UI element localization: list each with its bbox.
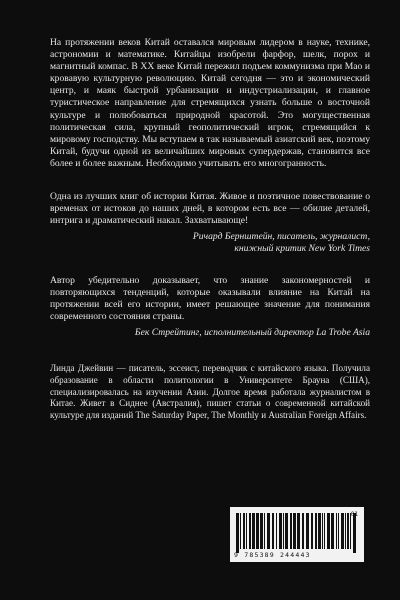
- barcode-bar-5: [252, 513, 255, 549]
- barcode-bar-14: [285, 513, 288, 549]
- review-attribution-1: [50, 231, 370, 255]
- barcode-bar-28: [338, 513, 339, 549]
- barcode-bar-1: [240, 513, 241, 549]
- barcode-bar-9: [267, 513, 270, 549]
- barcode-bar-3: [246, 513, 247, 549]
- barcode-bar-13: [283, 513, 284, 549]
- barcode-bar-26: [331, 513, 334, 549]
- barcode-bar-22: [318, 513, 321, 549]
- barcode-bar-27: [336, 513, 337, 549]
- barcode-bar-2: [243, 513, 245, 549]
- barcode-bar-16: [293, 513, 296, 549]
- barcode-bar-0: [236, 513, 239, 553]
- barcode-bar-12: [279, 513, 282, 549]
- back-cover-text: [50, 37, 370, 422]
- barcode-bar-15: [290, 513, 292, 549]
- barcode-bar-8: [264, 513, 265, 549]
- about-author: Линда Джейвин — писатель, эссеист, переводчик с китайского языка. Получила образование в области политологии в Университете Брауна (США), специализировалась на изучении Азии. Долгое время работала журналистом в Китае. Живет в Сиднее (Австралия), пишет статьи о современной китайской культуре для изданий The Saturday Paper, The Monthly и Australian Foreign Affairs.: [50, 362, 370, 421]
- review-attribution-1-line2: книжный критик New York Times: [234, 243, 370, 255]
- barcode-addon: 01: [350, 511, 358, 518]
- review-attribution-1-line1: Ричард Бернштейн, писатель, журналист,: [192, 231, 370, 243]
- barcode-bar-4: [249, 513, 251, 549]
- main-description: На протяжении веков Китай оставался мировым лидером в науке, технике, астрономии и математике. Китайцы изобрели фарфор, шелк, порох и магнитный компас. В XX веке Китай пережил подъем коммунизма при Мао и кровавую культурную революцию. Китай сегодня — это и экономический центр, и маяк быстрой урбанизации и индустриализации, и главное туристическое направление для стремящихся узнать больше о восточной культуре и полюбоваться природной красотой. Это могущественная политическая сила, крупный геополитический игрок, стремящийся к мировому господству. Мы вступаем в так называемый азиатский век, поэтому Китай, будучи одной из величайших мировых супердержав, становится все более и более важным. Необходимо учитывать его многогранность.: [50, 37, 370, 169]
- barcode-bar-23: [322, 513, 323, 549]
- isbn-number: 9 785389 244443: [234, 551, 311, 559]
- isbn-barcode: [230, 507, 364, 562]
- review-quote-1: Одна из лучших книг об истории Китая. Живое и поэтичное повествование о временах от истоков до наших дней, в котором есть все — обилие деталей, интрига и драматический накал. Захватывающе!: [50, 191, 370, 227]
- barcode-bar-21: [315, 513, 317, 549]
- barcode-bar-32: [350, 513, 351, 549]
- review-attribution-2-line1: Бек Стрейтинг, исполнительный директор La Trobe Asia: [134, 326, 370, 338]
- barcode-bar-7: [260, 513, 263, 549]
- barcode-bar-11: [276, 513, 277, 549]
- barcode-bar-31: [347, 513, 349, 549]
- barcode-bar-29: [341, 513, 344, 549]
- barcode-bar-10: [272, 513, 274, 549]
- review-quote-2: Автор убедительно доказывает, что знание закономерностей и повторяющихся тенденций, которые оказывали влияние на Китай на протяжении всей его истории, имеет решающее значение для понимания современного состояния страны.: [50, 274, 370, 322]
- barcode-bar-17: [297, 513, 300, 549]
- barcode-bar-20: [311, 513, 313, 549]
- barcode-bar-25: [327, 513, 330, 549]
- review-attribution-2: [50, 327, 370, 339]
- barcode-bar-18: [302, 513, 304, 549]
- barcode-bar-19: [306, 513, 309, 549]
- barcode-bar-6: [256, 513, 259, 549]
- barcode-bar-24: [324, 513, 325, 549]
- barcode-bar-30: [345, 513, 346, 549]
